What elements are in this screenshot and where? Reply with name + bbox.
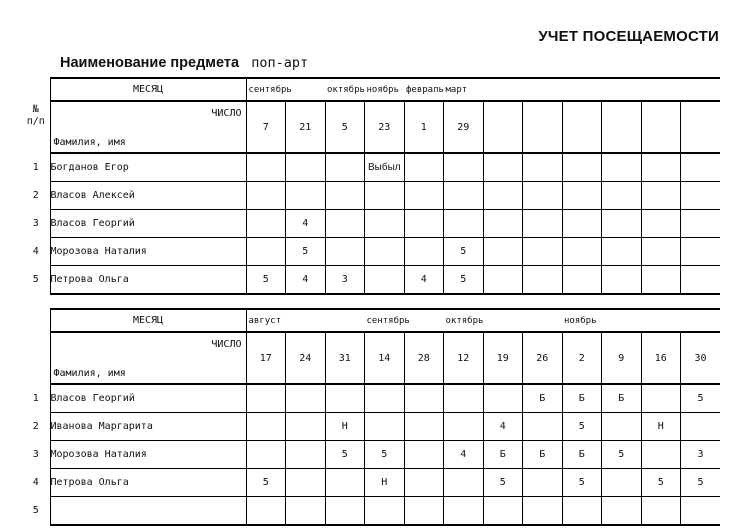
grade-cell: 3 xyxy=(325,266,365,295)
grade-cell xyxy=(246,384,286,413)
grade-cell xyxy=(602,210,642,238)
grade-cell xyxy=(286,497,326,526)
grade-cell: 5 xyxy=(365,441,405,469)
grade-cell xyxy=(641,153,681,182)
grade-cell xyxy=(246,413,286,441)
day-name-header xyxy=(50,101,246,153)
day-cell: 1 xyxy=(404,101,444,153)
row-number: 1 xyxy=(22,153,50,182)
grade-cell: 5 xyxy=(246,469,286,497)
month-label: МЕСЯЦ xyxy=(50,309,246,332)
month-cell xyxy=(641,309,681,332)
month-cell: март xyxy=(444,78,484,101)
day-cell: 24 xyxy=(286,332,326,384)
grade-cell: 5 xyxy=(246,266,286,295)
grade-cell xyxy=(325,238,365,266)
grade-cell xyxy=(602,153,642,182)
grade-cell: Б xyxy=(562,384,602,413)
grade-cell xyxy=(404,238,444,266)
day-cell: 21 xyxy=(286,101,326,153)
grade-cell xyxy=(483,210,523,238)
grade-cell xyxy=(444,497,484,526)
grade-cell xyxy=(325,469,365,497)
day-cell xyxy=(641,101,681,153)
grade-cell xyxy=(602,182,642,210)
name-column-label: Фамилия, имя xyxy=(53,137,126,148)
grade-cell: 5 xyxy=(641,469,681,497)
grade-cell xyxy=(523,497,563,526)
student-name: Власов Георгий xyxy=(50,384,246,413)
grade-cell xyxy=(325,384,365,413)
grade-cell: Б xyxy=(523,441,563,469)
grade-cell xyxy=(523,266,563,295)
day-cell: 23 xyxy=(365,101,405,153)
month-cell: ноябрь xyxy=(562,309,602,332)
day-cell: 17 xyxy=(246,332,286,384)
grade-cell xyxy=(286,153,326,182)
grade-cell xyxy=(483,497,523,526)
grade-cell xyxy=(681,238,721,266)
day-cell: 30 xyxy=(681,332,721,384)
grade-cell xyxy=(286,182,326,210)
grade-cell xyxy=(641,441,681,469)
grade-cell xyxy=(404,153,444,182)
student-name xyxy=(50,497,246,526)
name-column-label: Фамилия, имя xyxy=(53,368,126,379)
grade-cell: 4 xyxy=(483,413,523,441)
grade-cell xyxy=(286,413,326,441)
day-cell xyxy=(681,101,721,153)
grade-cell: Н xyxy=(325,413,365,441)
grade-cell xyxy=(365,238,405,266)
day-cell: 16 xyxy=(641,332,681,384)
number-header xyxy=(22,309,50,384)
table-row xyxy=(22,182,720,210)
grade-cell xyxy=(641,210,681,238)
table-row xyxy=(22,441,720,469)
month-label: МЕСЯЦ xyxy=(50,78,246,101)
grade-cell xyxy=(404,210,444,238)
grade-cell xyxy=(444,413,484,441)
month-cell xyxy=(562,78,602,101)
grade-cell xyxy=(602,497,642,526)
attendance-grid xyxy=(22,308,720,526)
grade-cell xyxy=(681,153,721,182)
table-row xyxy=(22,413,720,441)
day-cell: 28 xyxy=(404,332,444,384)
grade-cell: 4 xyxy=(286,266,326,295)
day-cell: 2 xyxy=(562,332,602,384)
grade-cell xyxy=(562,238,602,266)
grade-cell xyxy=(681,413,721,441)
student-name: Власов Алексей xyxy=(50,182,246,210)
grade-cell xyxy=(681,497,721,526)
grade-cell xyxy=(444,210,484,238)
student-name: Морозова Наталия xyxy=(50,238,246,266)
grade-cell xyxy=(286,469,326,497)
grade-cell: 5 xyxy=(286,238,326,266)
grade-cell: Н xyxy=(365,469,405,497)
grade-cell xyxy=(483,182,523,210)
grade-cell xyxy=(444,384,484,413)
day-cell xyxy=(602,101,642,153)
grade-cell xyxy=(562,153,602,182)
student-name: Петрова Ольга xyxy=(50,469,246,497)
grade-cell xyxy=(483,238,523,266)
day-cell: 12 xyxy=(444,332,484,384)
month-cell xyxy=(325,309,365,332)
row-number: 4 xyxy=(22,469,50,497)
month-cell: октябрь xyxy=(444,309,484,332)
grade-cell xyxy=(325,210,365,238)
grade-cell xyxy=(641,497,681,526)
day-cell xyxy=(483,101,523,153)
subject-line xyxy=(60,55,308,71)
grade-cell: 5 xyxy=(483,469,523,497)
grade-cell xyxy=(365,266,405,295)
grade-cell xyxy=(365,497,405,526)
day-cell: 29 xyxy=(444,101,484,153)
month-cell xyxy=(523,309,563,332)
grade-cell xyxy=(681,182,721,210)
grade-cell xyxy=(681,210,721,238)
month-cell: ноябрь xyxy=(365,78,405,101)
grade-cell xyxy=(246,238,286,266)
day-cell xyxy=(523,101,563,153)
day-cell: 19 xyxy=(483,332,523,384)
grade-cell xyxy=(562,210,602,238)
grade-cell xyxy=(483,384,523,413)
grade-cell xyxy=(365,182,405,210)
grade-cell: Б xyxy=(562,441,602,469)
month-cell: октябрь xyxy=(325,78,365,101)
day-cell: 31 xyxy=(325,332,365,384)
grade-cell: 4 xyxy=(404,266,444,295)
grade-cell xyxy=(602,469,642,497)
table-row xyxy=(22,469,720,497)
grade-cell: Б xyxy=(523,384,563,413)
grade-cell xyxy=(562,266,602,295)
row-number: 5 xyxy=(22,266,50,295)
table-row xyxy=(22,497,720,526)
student-name: Богданов Егор xyxy=(50,153,246,182)
grade-cell: Выбыл xyxy=(365,153,405,182)
grade-cell xyxy=(325,182,365,210)
month-cell: февраль xyxy=(404,78,444,101)
grade-cell xyxy=(444,182,484,210)
grade-cell xyxy=(523,210,563,238)
grade-cell xyxy=(562,182,602,210)
grade-cell xyxy=(246,497,286,526)
month-cell: сентябрь xyxy=(246,78,286,101)
attendance-table-1 xyxy=(22,77,720,295)
month-cell xyxy=(483,309,523,332)
day-cell: 9 xyxy=(602,332,642,384)
day-cell xyxy=(562,101,602,153)
student-name: Иванова Маргарита xyxy=(50,413,246,441)
grade-cell xyxy=(286,441,326,469)
grade-cell xyxy=(404,413,444,441)
table-row xyxy=(22,238,720,266)
day-cell: 5 xyxy=(325,101,365,153)
day-name-header xyxy=(50,332,246,384)
grade-cell: 5 xyxy=(325,441,365,469)
grade-cell: 4 xyxy=(444,441,484,469)
table-row xyxy=(22,210,720,238)
grade-cell: 5 xyxy=(681,469,721,497)
month-cell xyxy=(641,78,681,101)
grade-cell: 5 xyxy=(444,266,484,295)
subject-label: Наименование предмета xyxy=(60,55,240,71)
student-name: Власов Георгий xyxy=(50,210,246,238)
attendance-table-2 xyxy=(22,308,720,526)
grade-cell xyxy=(681,266,721,295)
grade-cell: 5 xyxy=(681,384,721,413)
table-row xyxy=(22,384,720,413)
grade-cell: Б xyxy=(483,441,523,469)
grade-cell xyxy=(483,153,523,182)
month-cell xyxy=(681,309,721,332)
grade-cell xyxy=(444,153,484,182)
row-number: 2 xyxy=(22,413,50,441)
grade-cell xyxy=(404,497,444,526)
grade-cell: 3 xyxy=(681,441,721,469)
grade-cell: Н xyxy=(641,413,681,441)
grade-cell xyxy=(246,210,286,238)
grade-cell: 4 xyxy=(286,210,326,238)
student-name: Морозова Наталия xyxy=(50,441,246,469)
grade-cell xyxy=(523,238,563,266)
grade-cell xyxy=(404,469,444,497)
grade-cell: 5 xyxy=(444,238,484,266)
grade-cell xyxy=(325,153,365,182)
month-cell xyxy=(681,78,721,101)
row-number: 3 xyxy=(22,210,50,238)
month-cell xyxy=(602,309,642,332)
row-number: 1 xyxy=(22,384,50,413)
grade-cell xyxy=(246,153,286,182)
grade-cell xyxy=(286,384,326,413)
grade-cell xyxy=(602,238,642,266)
document-title: УЧЕТ ПОСЕЩАЕМОСТИ xyxy=(538,28,719,45)
grade-cell: 5 xyxy=(562,413,602,441)
row-number: 3 xyxy=(22,441,50,469)
grade-cell: 5 xyxy=(562,469,602,497)
grade-cell: Б xyxy=(602,384,642,413)
day-label: ЧИСЛО xyxy=(211,339,242,350)
grade-cell xyxy=(641,238,681,266)
grade-cell xyxy=(325,497,365,526)
grade-cell xyxy=(641,384,681,413)
grade-cell xyxy=(602,266,642,295)
grade-cell xyxy=(523,153,563,182)
day-cell: 7 xyxy=(246,101,286,153)
month-cell xyxy=(602,78,642,101)
day-label: ЧИСЛО xyxy=(211,108,242,119)
grade-cell xyxy=(365,413,405,441)
month-cell xyxy=(523,78,563,101)
grade-cell: 5 xyxy=(602,441,642,469)
grade-cell xyxy=(523,413,563,441)
table-row xyxy=(22,266,720,295)
row-number: 4 xyxy=(22,238,50,266)
grade-cell xyxy=(641,266,681,295)
grade-cell xyxy=(562,497,602,526)
number-header: № п/п xyxy=(22,78,50,153)
grade-cell xyxy=(365,210,405,238)
grade-cell xyxy=(246,182,286,210)
subject-value: поп-арт xyxy=(251,55,309,71)
grade-cell xyxy=(483,266,523,295)
grade-cell xyxy=(365,384,405,413)
row-number: 5 xyxy=(22,497,50,526)
grade-cell xyxy=(404,441,444,469)
month-cell: август xyxy=(246,309,286,332)
month-cell: сентябрь xyxy=(365,309,405,332)
month-cell xyxy=(483,78,523,101)
day-cell: 14 xyxy=(365,332,405,384)
table-row xyxy=(22,153,720,182)
grade-cell xyxy=(523,469,563,497)
grade-cell xyxy=(523,182,563,210)
grade-cell xyxy=(602,413,642,441)
grade-cell xyxy=(641,182,681,210)
grade-cell xyxy=(246,441,286,469)
row-number: 2 xyxy=(22,182,50,210)
grade-cell xyxy=(404,182,444,210)
grade-cell xyxy=(444,469,484,497)
day-cell: 26 xyxy=(523,332,563,384)
month-cell xyxy=(286,309,326,332)
student-name: Петрова Ольга xyxy=(50,266,246,295)
attendance-grid xyxy=(22,77,720,295)
grade-cell xyxy=(404,384,444,413)
